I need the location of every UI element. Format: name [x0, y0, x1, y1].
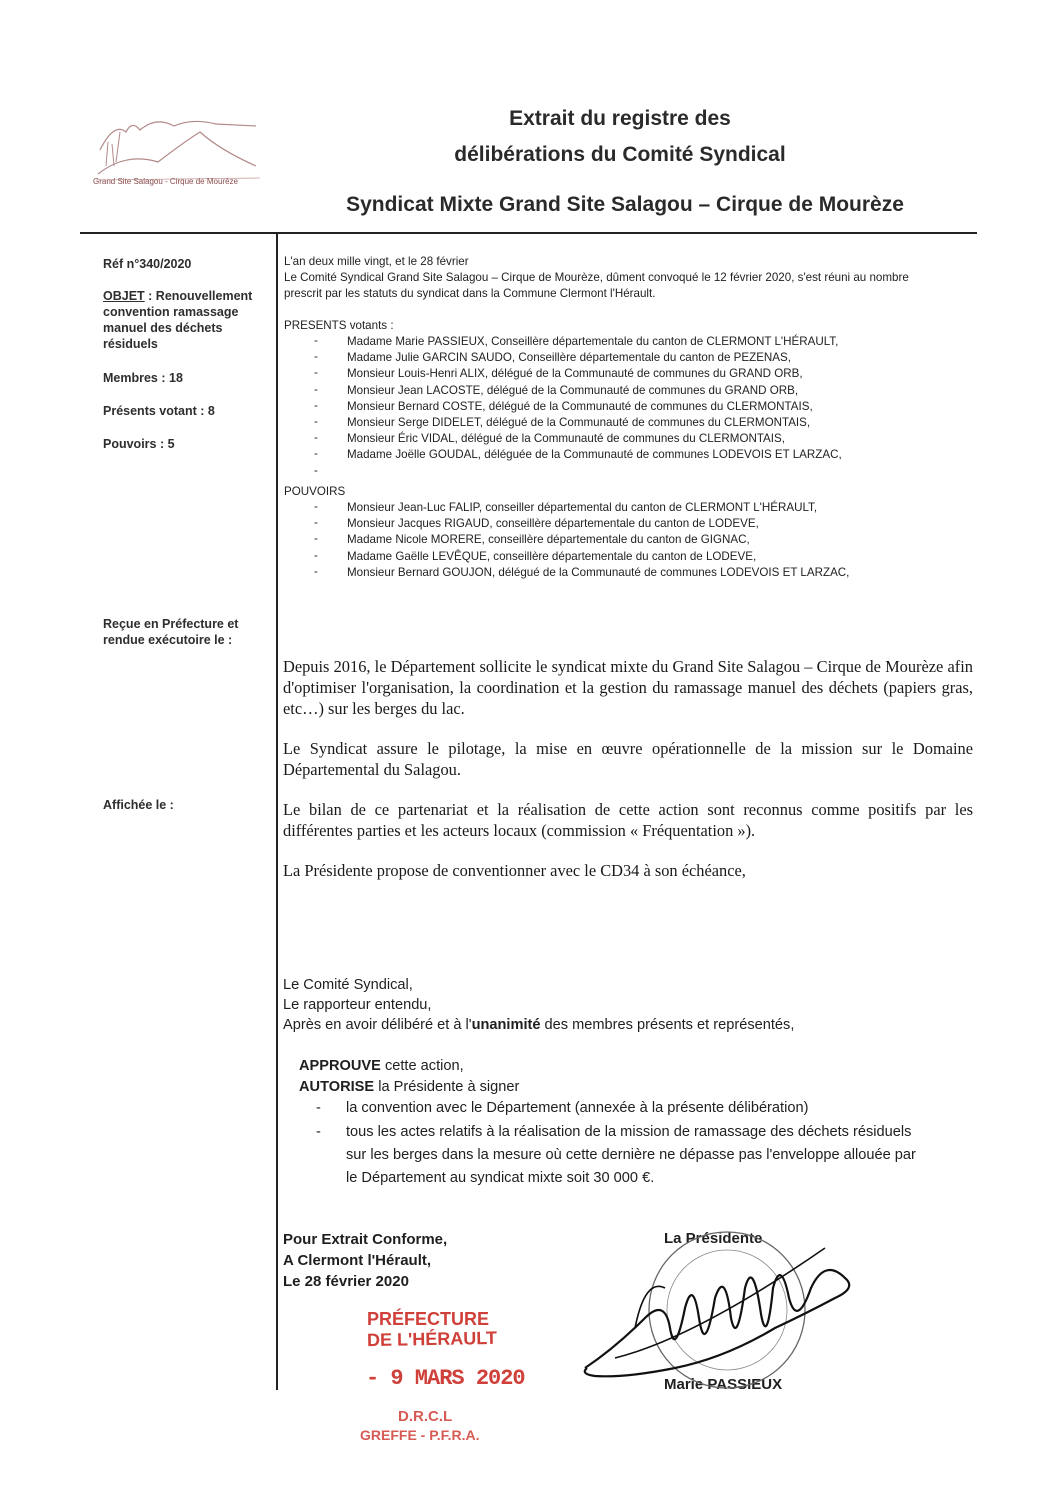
attendee-item: Monsieur Éric VIDAL, délégué de la Communauté de communes du CLERMONTAIS,	[347, 432, 785, 446]
attendee-item: Monsieur Jean-Luc FALIP, conseiller départemental du canton de CLERMONT L'HÉRAULT,	[347, 501, 818, 514]
list-dash: -	[316, 1100, 321, 1116]
pouvoirs-heading: POUVOIRS	[284, 485, 346, 498]
stamp-line-1: PRÉFECTURE	[367, 1309, 490, 1329]
body-paragraph-1: Depuis 2016, le Département sollicite le syndicat mixte du Grand Site Salagou – Cirque de Mourèze afin d'optimiser l'organisation, la coordination et la gestion du ramassage manuel des déchets (papiers gras, etc…) sur les berges du lac.	[283, 657, 973, 718]
attendee-item: Madame Gaëlle LEVÊQUE, conseillère départementale du canton de LODEVE,	[347, 549, 757, 563]
list-dash: -	[314, 398, 318, 412]
list-dash: -	[314, 415, 318, 428]
stamp-date: - 9 MARS 2020	[366, 1366, 525, 1391]
header-divider	[80, 232, 977, 234]
list-dash: -	[314, 334, 318, 347]
organization-name: Syndicat Mixte Grand Site Salagou – Cirque de Mourèze	[346, 193, 904, 216]
attendee-item: Madame Nicole MORERE, conseillère départementale du canton de GIGNAC,	[347, 533, 750, 547]
stamp-line-3: D.R.C.L	[398, 1408, 453, 1425]
presidente-name: Marie PASSIEUX	[664, 1376, 783, 1393]
signature-and-seal	[575, 1218, 865, 1408]
list-dash: -	[314, 463, 318, 477]
list-dash: -	[314, 532, 318, 546]
autorise-keyword: AUTORISE	[299, 1079, 375, 1095]
decision-line-2: Le rapporteur entendu,	[283, 997, 432, 1013]
extrait-conforme: Pour Extrait Conforme,	[283, 1231, 448, 1248]
intro-line-2: Le Comité Syndical Grand Site Salagou – Cirque de Mourèze, dûment convoqué le 12 février 2020, s'est réuni au nombre	[284, 271, 909, 284]
authorization-item-1: la convention avec le Département (annexée à la présente délibération)	[346, 1100, 809, 1116]
approuve-line	[299, 1056, 464, 1077]
objet-block	[103, 288, 273, 352]
autorise-rest: la Présidente à signer	[374, 1079, 520, 1095]
logo-caption: Grand Site Salagou - Cirque de Mourèze	[93, 177, 238, 186]
list-dash: -	[314, 350, 318, 364]
attendee-item: Monsieur Jean LACOSTE, délégué de la Communauté de communes du GRAND ORB,	[347, 383, 799, 397]
list-dash: -	[314, 516, 318, 530]
reference-number: Réf n°340/2020	[103, 257, 192, 271]
list-dash: -	[316, 1124, 321, 1140]
intro-line-1: L'an deux mille vingt, et le 28 février	[284, 255, 469, 268]
attendee-item: Madame Marie PASSIEUX, Conseillère départementale du canton de CLERMONT L'HÉRAULT,	[347, 335, 839, 348]
list-dash: -	[314, 431, 318, 445]
approuve-rest: cette action,	[380, 1058, 464, 1074]
title-line-1: Extrait du registre des	[509, 107, 731, 130]
objet-value: : Renouvellement convention ramassage manuel des déchets résiduels	[103, 289, 253, 351]
stamp-line-2: DE L'HÉRAULT	[366, 1327, 498, 1351]
membres-count: Membres : 18	[103, 371, 183, 385]
column-divider	[276, 234, 278, 1390]
decision-line-1: Le Comité Syndical,	[283, 977, 413, 993]
attendee-item: Madame Joëlle GOUDAL, déléguée de la Communauté de communes LODEVOIS ET LARZAC,	[347, 448, 842, 462]
pouvoirs-count: Pouvoirs : 5	[103, 437, 175, 451]
document-title	[380, 101, 860, 173]
intro-line-3: prescrit par les statuts du syndicat dans la Commune Clermont l'Hérault.	[284, 287, 656, 300]
decision-line-3-pre: Après en avoir délibéré et à l'	[283, 1017, 472, 1033]
autorise-line	[299, 1077, 519, 1098]
affichee-label: Affichée le :	[103, 798, 174, 812]
attendee-item: Monsieur Jacques RIGAUD, conseillère départementale du canton de LODEVE,	[347, 517, 759, 531]
list-dash: -	[314, 500, 318, 513]
extrait-date: Le 28 février 2020	[283, 1273, 409, 1290]
decision-line-3	[283, 1015, 794, 1036]
attendee-item: Monsieur Louis-Henri ALIX, délégué de la Communauté de communes du GRAND ORB,	[347, 367, 803, 381]
objet-label: OBJET	[103, 289, 145, 303]
extrait-place: A Clermont l'Hérault,	[283, 1252, 432, 1269]
body-paragraph-4: La Présidente propose de conventionner avec le CD34 à son échéance,	[283, 861, 746, 880]
decision-line-3-post: des membres présents et représentés,	[540, 1017, 795, 1033]
attendee-item: Monsieur Bernard GOUJON, délégué de la Communauté de communes LODEVOIS ET LARZAC,	[347, 565, 850, 579]
list-dash: -	[314, 548, 318, 562]
presidente-label: La Présidente	[664, 1230, 763, 1247]
prefecture-receipt: Reçue en Préfecture et rendue exécutoire le :	[103, 617, 239, 647]
list-dash: -	[314, 382, 318, 396]
list-dash: -	[314, 564, 318, 578]
body-paragraph-3: Le bilan de ce partenariat et la réalisation de cette action sont reconnus comme positifs par les différentes parties et les acteurs locaux (commission « Fréquentation »).	[283, 800, 973, 840]
title-line-2: délibérations du Comité Syndical	[454, 143, 786, 166]
body-paragraph-2: Le Syndicat assure le pilotage, la mise en œuvre opérationnelle de la mission sur le Domaine Départemental du Salagou.	[283, 739, 973, 779]
attendee-item: Monsieur Bernard COSTE, délégué de la Communauté de communes du CLERMONTAIS,	[347, 399, 813, 413]
authorization-item-2-line-2: sur les berges dans la mesure où cette dernière ne dépasse pas l'enveloppe allouée par	[346, 1147, 916, 1163]
presents-count: Présents votant : 8	[103, 404, 215, 418]
presents-heading: PRESENTS votants :	[284, 319, 394, 332]
list-dash: -	[314, 447, 318, 461]
list-dash: -	[314, 366, 318, 380]
authorization-item-2-line-1: tous les actes relatifs à la réalisation de la mission de ramassage des déchets résiduels	[346, 1124, 912, 1140]
approuve-keyword: APPROUVE	[299, 1058, 381, 1074]
attendee-item: Madame Julie GARCIN SAUDO, Conseillère départementale du canton de PEZENAS,	[347, 351, 791, 365]
unanimite-text: unanimité	[471, 1017, 541, 1033]
attendee-item: Monsieur Serge DIDELET, délégué de la Communauté de communes du CLERMONTAIS,	[347, 416, 811, 429]
authorization-item-2-line-3: le Département au syndicat mixte soit 30 000 €.	[346, 1170, 655, 1186]
stamp-line-4: GREFFE - P.F.R.A.	[360, 1427, 480, 1443]
